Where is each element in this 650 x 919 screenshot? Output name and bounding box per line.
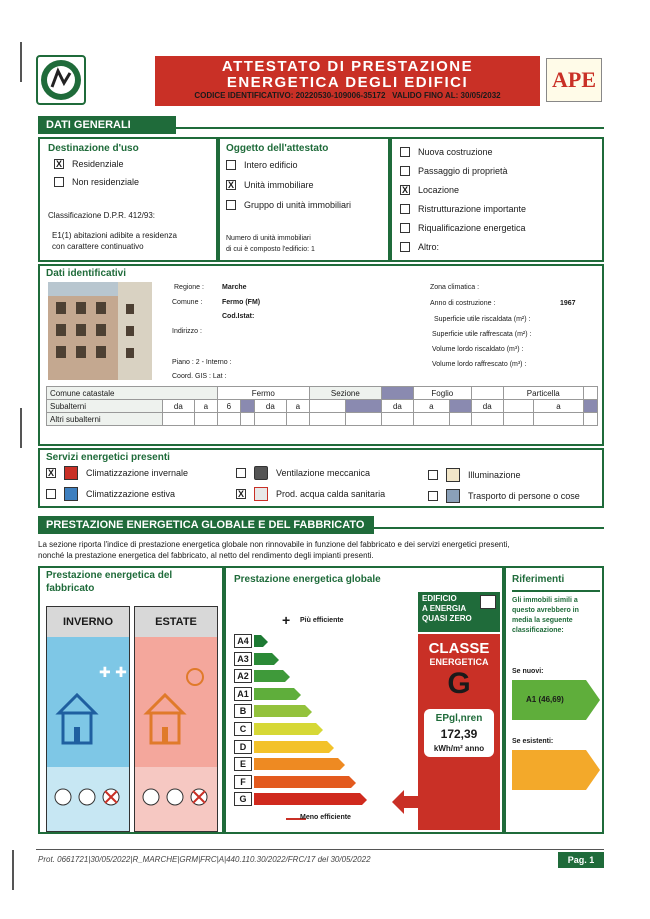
table-row [47, 413, 598, 426]
a-cell: a [194, 400, 217, 413]
energy-class-row [234, 757, 345, 771]
energy-class-row [234, 704, 312, 718]
anno-costruzione-label: Anno di costruzione : [430, 300, 496, 307]
ventilazione-option[interactable] [236, 466, 370, 480]
building-photo [48, 282, 152, 380]
nzeb-line-3: QUASI ZERO [422, 614, 472, 623]
divider [176, 127, 604, 129]
classificazione-label: Classificazione D.P.R. 412/93: [48, 211, 156, 220]
energy-class-arrow [254, 758, 345, 770]
nzeb-line-2: A ENERGIA [422, 604, 467, 613]
altri-subalterni-header: Altri subalterni [47, 413, 163, 426]
energy-class-row [234, 740, 334, 754]
regione-marche-logo [36, 55, 86, 105]
divider [512, 590, 600, 592]
checkbox-checked[interactable]: X [237, 489, 244, 499]
radiator-icon [64, 466, 78, 480]
code-line [155, 91, 540, 100]
checkbox[interactable] [400, 147, 410, 157]
inverno-house-icon [47, 637, 129, 827]
energy-class-label: A1 [234, 687, 252, 701]
da-cell: da [254, 400, 286, 413]
a-cell: a [413, 400, 449, 413]
energy-class-arrow [254, 793, 367, 805]
sub-value-cell: 6 [217, 400, 240, 413]
catasto-table [46, 386, 598, 426]
estate-panel [134, 606, 218, 832]
numero-unita-label-1: Numero di unità immobiliari [226, 235, 311, 242]
checkbox[interactable] [400, 242, 410, 252]
checkbox[interactable] [226, 160, 236, 170]
prestazione-description-2: nonché la prestazione energetica del fabbricato, al netto del rendimento degli impianti presenti. [38, 551, 374, 560]
ep-value: 172,39 [440, 727, 478, 741]
energy-class-arrow [254, 723, 323, 735]
shaded-cell [449, 400, 471, 413]
energy-class-label: D [234, 740, 252, 754]
dati-generali-title: DATI GENERALI [38, 116, 176, 134]
subalterni-header: Subalterni [47, 400, 163, 413]
comune-label: Comune : [172, 299, 203, 306]
energy-class-label: F [234, 775, 252, 789]
da-cell: da [162, 400, 194, 413]
classificazione-value-2: con carattere continuativo [52, 242, 144, 251]
altro-option[interactable] [400, 242, 439, 252]
shaded-cell [381, 387, 413, 400]
ep-label: EPgl,nren [435, 713, 483, 724]
nzeb-box [418, 592, 500, 632]
energy-class-row [234, 634, 268, 648]
classificazione-value-1: E1(1) abitazioni adibite a residenza [52, 231, 177, 240]
sezione-header: Sezione [309, 387, 381, 400]
energy-class-row [234, 669, 290, 683]
trasporto-option[interactable] [428, 489, 580, 503]
checkbox[interactable] [236, 468, 246, 478]
table-row [47, 400, 598, 413]
riferimenti-title: Riferimenti [512, 574, 565, 585]
classe-energetica-box [418, 634, 500, 830]
comune-catastale-header: Comune catastale [47, 387, 218, 400]
riferimenti-text-2: questo avrebbero in [512, 607, 579, 614]
margin-mark [20, 42, 22, 82]
identificativi-title: Dati identificativi [46, 268, 127, 279]
footer-divider [36, 849, 604, 850]
coord-label: Coord. GIS : Lat : [172, 373, 227, 380]
inverno-panel [46, 606, 130, 832]
energy-class-label: G [234, 792, 252, 806]
clima-invernale-option[interactable] [46, 466, 188, 480]
piano-label: Piano : 2 - Interno : [172, 359, 232, 366]
non-residenziale-option[interactable] [54, 177, 139, 187]
fan-icon [254, 466, 268, 480]
intero-edificio-label: Intero edificio [244, 160, 298, 170]
fabbricato-box [38, 566, 224, 834]
destinazione-box [38, 137, 218, 262]
shaded-cell [345, 400, 381, 413]
header-band [155, 56, 540, 106]
estate-label: ESTATE [135, 607, 217, 637]
nuova-costruzione-option[interactable] [400, 147, 493, 157]
acqua-calda-option[interactable] [236, 487, 385, 501]
energy-class-label: C [234, 722, 252, 736]
title-line-2: ENERGETICA DEGLI EDIFICI [226, 74, 469, 91]
globale-box [224, 566, 504, 834]
numero-unita-line [226, 246, 315, 253]
particella-header: Particella [503, 387, 583, 400]
checkbox[interactable] [226, 200, 236, 210]
volume-riscaldato-label: Volume lordo riscaldato (m³) : [432, 346, 524, 353]
classe-label-1: CLASSE [428, 640, 490, 657]
current-class-arrow [392, 790, 426, 814]
motivo-box [390, 137, 604, 262]
ape-logo [546, 58, 602, 102]
classe-label-2: ENERGETICA [429, 657, 489, 667]
energy-class-row [234, 792, 367, 806]
elevator-icon [446, 489, 460, 503]
non-residenziale-label: Non residenziale [72, 177, 140, 187]
clima-estiva-option[interactable] [46, 487, 175, 501]
energy-class-arrow [254, 653, 279, 665]
energy-class-row [234, 687, 301, 701]
codistat-label: Cod.Istat: [222, 313, 255, 320]
locazione-option[interactable] [400, 185, 459, 195]
servizi-title: Servizi energetici presenti [46, 452, 170, 463]
passaggio-proprieta-option[interactable] [400, 166, 508, 176]
riqualificazione-option[interactable] [400, 223, 526, 233]
fabbricato-title-2: fabbricato [46, 583, 95, 594]
air-conditioner-icon [64, 487, 78, 501]
checkbox[interactable] [54, 177, 64, 187]
checkbox[interactable] [400, 166, 410, 176]
unita-immobiliare-option[interactable] [226, 180, 314, 190]
nzeb-checkbox[interactable] [480, 595, 496, 609]
oggetto-title: Oggetto dell'attestato [226, 143, 329, 154]
checkbox[interactable] [428, 470, 438, 480]
oggetto-box [218, 137, 390, 262]
regione-value: Marche [222, 284, 247, 291]
a-cell: a [286, 400, 309, 413]
gruppo-unita-option[interactable] [226, 200, 351, 210]
clima-invernale-label: Climatizzazione invernale [86, 468, 189, 478]
numero-unita-value: 1 [311, 246, 315, 253]
acqua-calda-label: Prod. acqua calda sanitaria [276, 489, 386, 499]
trasporto-label: Trasporto di persone o cose [468, 491, 580, 501]
lamp-icon [446, 468, 460, 482]
plus-icon: + [282, 612, 291, 628]
riqualificazione-label: Riqualificazione energetica [418, 223, 526, 233]
riferimenti-text-3: media la seguente [512, 617, 573, 624]
energy-class-label: B [234, 704, 252, 718]
ristrutturazione-label: Ristrutturazione importante [418, 204, 527, 214]
comune-value: Fermo (FM) [222, 299, 261, 306]
regione-label: Regione : [174, 284, 204, 291]
ristrutturazione-option[interactable] [400, 204, 526, 214]
gruppo-unita-label: Gruppo di unità immobiliari [244, 200, 352, 210]
passaggio-proprieta-label: Passaggio di proprietà [418, 166, 508, 176]
superficie-raffrescata-label: Superficie utile raffrescata (m²) : [432, 331, 532, 338]
illuminazione-option[interactable] [428, 468, 521, 482]
riferimenti-text-4: classificazione: [512, 627, 564, 634]
superficie-riscaldata-label: Superficie utile riscaldata (m²) : [434, 316, 531, 323]
energy-class-arrow [254, 705, 312, 717]
nuova-costruzione-label: Nuova costruzione [418, 147, 493, 157]
valido-fino: VALIDO FINO AL: 30/05/2032 [392, 91, 501, 100]
destinazione-title: Destinazione d'uso [48, 143, 139, 154]
altro-label: Altro: [418, 242, 440, 252]
energy-class-arrow [254, 670, 290, 682]
riferimenti-box [504, 566, 604, 834]
residenziale-option[interactable] [54, 159, 124, 169]
prestazione-title: PRESTAZIONE ENERGETICA GLOBALE E DEL FABBRICATO [38, 516, 374, 534]
energy-class-arrow [254, 741, 334, 753]
unita-immobiliare-label: Unità immobiliare [244, 180, 314, 190]
energy-class-label: A4 [234, 634, 252, 648]
checkbox-checked[interactable]: X [55, 159, 62, 169]
nuovi-value: A1 (46,69) [526, 695, 564, 704]
table-row [47, 387, 598, 400]
energy-class-label: A2 [234, 669, 252, 683]
se-nuovi-label: Se nuovi: [512, 668, 544, 675]
energy-class-row [234, 652, 279, 666]
numero-unita-label-2: di cui è composto l'edificio: [226, 246, 310, 253]
estate-house-icon [135, 637, 217, 827]
energy-class-label: A3 [234, 652, 252, 666]
illuminazione-label: Illuminazione [468, 470, 521, 480]
svg-text:✚ ✚: ✚ ✚ [99, 665, 127, 681]
margin-mark [12, 850, 14, 890]
intero-edificio-option[interactable] [226, 160, 298, 170]
locazione-label: Locazione [418, 185, 460, 195]
foglio-header: Foglio [413, 387, 471, 400]
riferimenti-text [512, 596, 579, 636]
energy-class-label: E [234, 757, 252, 771]
a-cell: a [534, 400, 584, 413]
ep-unit: kWh/m² anno [433, 744, 485, 753]
residenziale-label: Residenziale [72, 159, 124, 169]
shaded-cell [240, 400, 254, 413]
protocollo: Prot. 0661721|30/05/2022|R_MARCHE|GRM|FRC|A|440.110.30/2022/FRC/17 del 30/05/2022 [38, 855, 371, 864]
volume-raffrescato-label: Volume lordo raffrescato (m³) : [432, 361, 527, 368]
ventilazione-label: Ventilazione meccanica [276, 468, 371, 478]
energy-class-row [234, 775, 356, 789]
ape-logo-text: APE [552, 67, 596, 92]
dati-identificativi-box [38, 264, 604, 446]
checkbox-checked[interactable]: X [47, 468, 54, 478]
nzeb-line-1: EDIFICIO [422, 594, 457, 603]
divider [374, 527, 604, 529]
faucet-icon [254, 487, 268, 501]
classe-value: G [447, 667, 471, 700]
checkbox[interactable] [46, 489, 56, 499]
da-cell: da [381, 400, 413, 413]
page-number: Pag. 1 [558, 852, 604, 868]
catasto-table-wrap [46, 386, 598, 426]
servizi-box [38, 448, 604, 508]
fabbricato-title-1: Prestazione energetica del [46, 570, 173, 581]
inverno-label: INVERNO [47, 607, 129, 637]
piu-efficiente-label: Più efficiente [300, 617, 344, 624]
anno-costruzione-value: 1967 [560, 300, 576, 307]
title-line-1: ATTESTATO DI PRESTAZIONE [221, 58, 474, 75]
da-cell: da [471, 400, 503, 413]
codice-identificativo: CODICE IDENTIFICATIVO: 20220530-109006-35172 [194, 91, 386, 100]
energy-class-row [234, 722, 323, 736]
energy-class-arrow [254, 776, 356, 788]
shaded-cell [583, 400, 597, 413]
checkbox-checked[interactable]: X [401, 185, 408, 195]
energy-class-arrow [254, 635, 268, 647]
checkbox[interactable] [428, 491, 438, 501]
checkbox[interactable] [400, 223, 410, 233]
checkbox-checked[interactable]: X [227, 180, 234, 190]
riferimenti-text-1: Gli immobili simili a [512, 597, 578, 604]
zona-climatica-label: Zona climatica : [430, 284, 480, 291]
indirizzo-label: Indirizzo : [172, 328, 202, 335]
meno-efficiente-label: Meno efficiente [300, 814, 351, 821]
checkbox[interactable] [400, 204, 410, 214]
se-esistenti-label: Se esistenti: [512, 738, 554, 745]
esistenti-arrow [512, 750, 600, 790]
prestazione-description-1: La sezione riporta l'indice di prestazione energetica globale non rinnovabile in funzione del fabbricato e dei servizi energetici presenti, [38, 540, 510, 549]
comune-catastale-value: Fermo [217, 387, 309, 400]
energy-class-arrow [254, 688, 301, 700]
globale-title: Prestazione energetica globale [234, 574, 381, 585]
margin-mark [20, 408, 22, 448]
clima-estiva-label: Climatizzazione estiva [86, 489, 176, 499]
